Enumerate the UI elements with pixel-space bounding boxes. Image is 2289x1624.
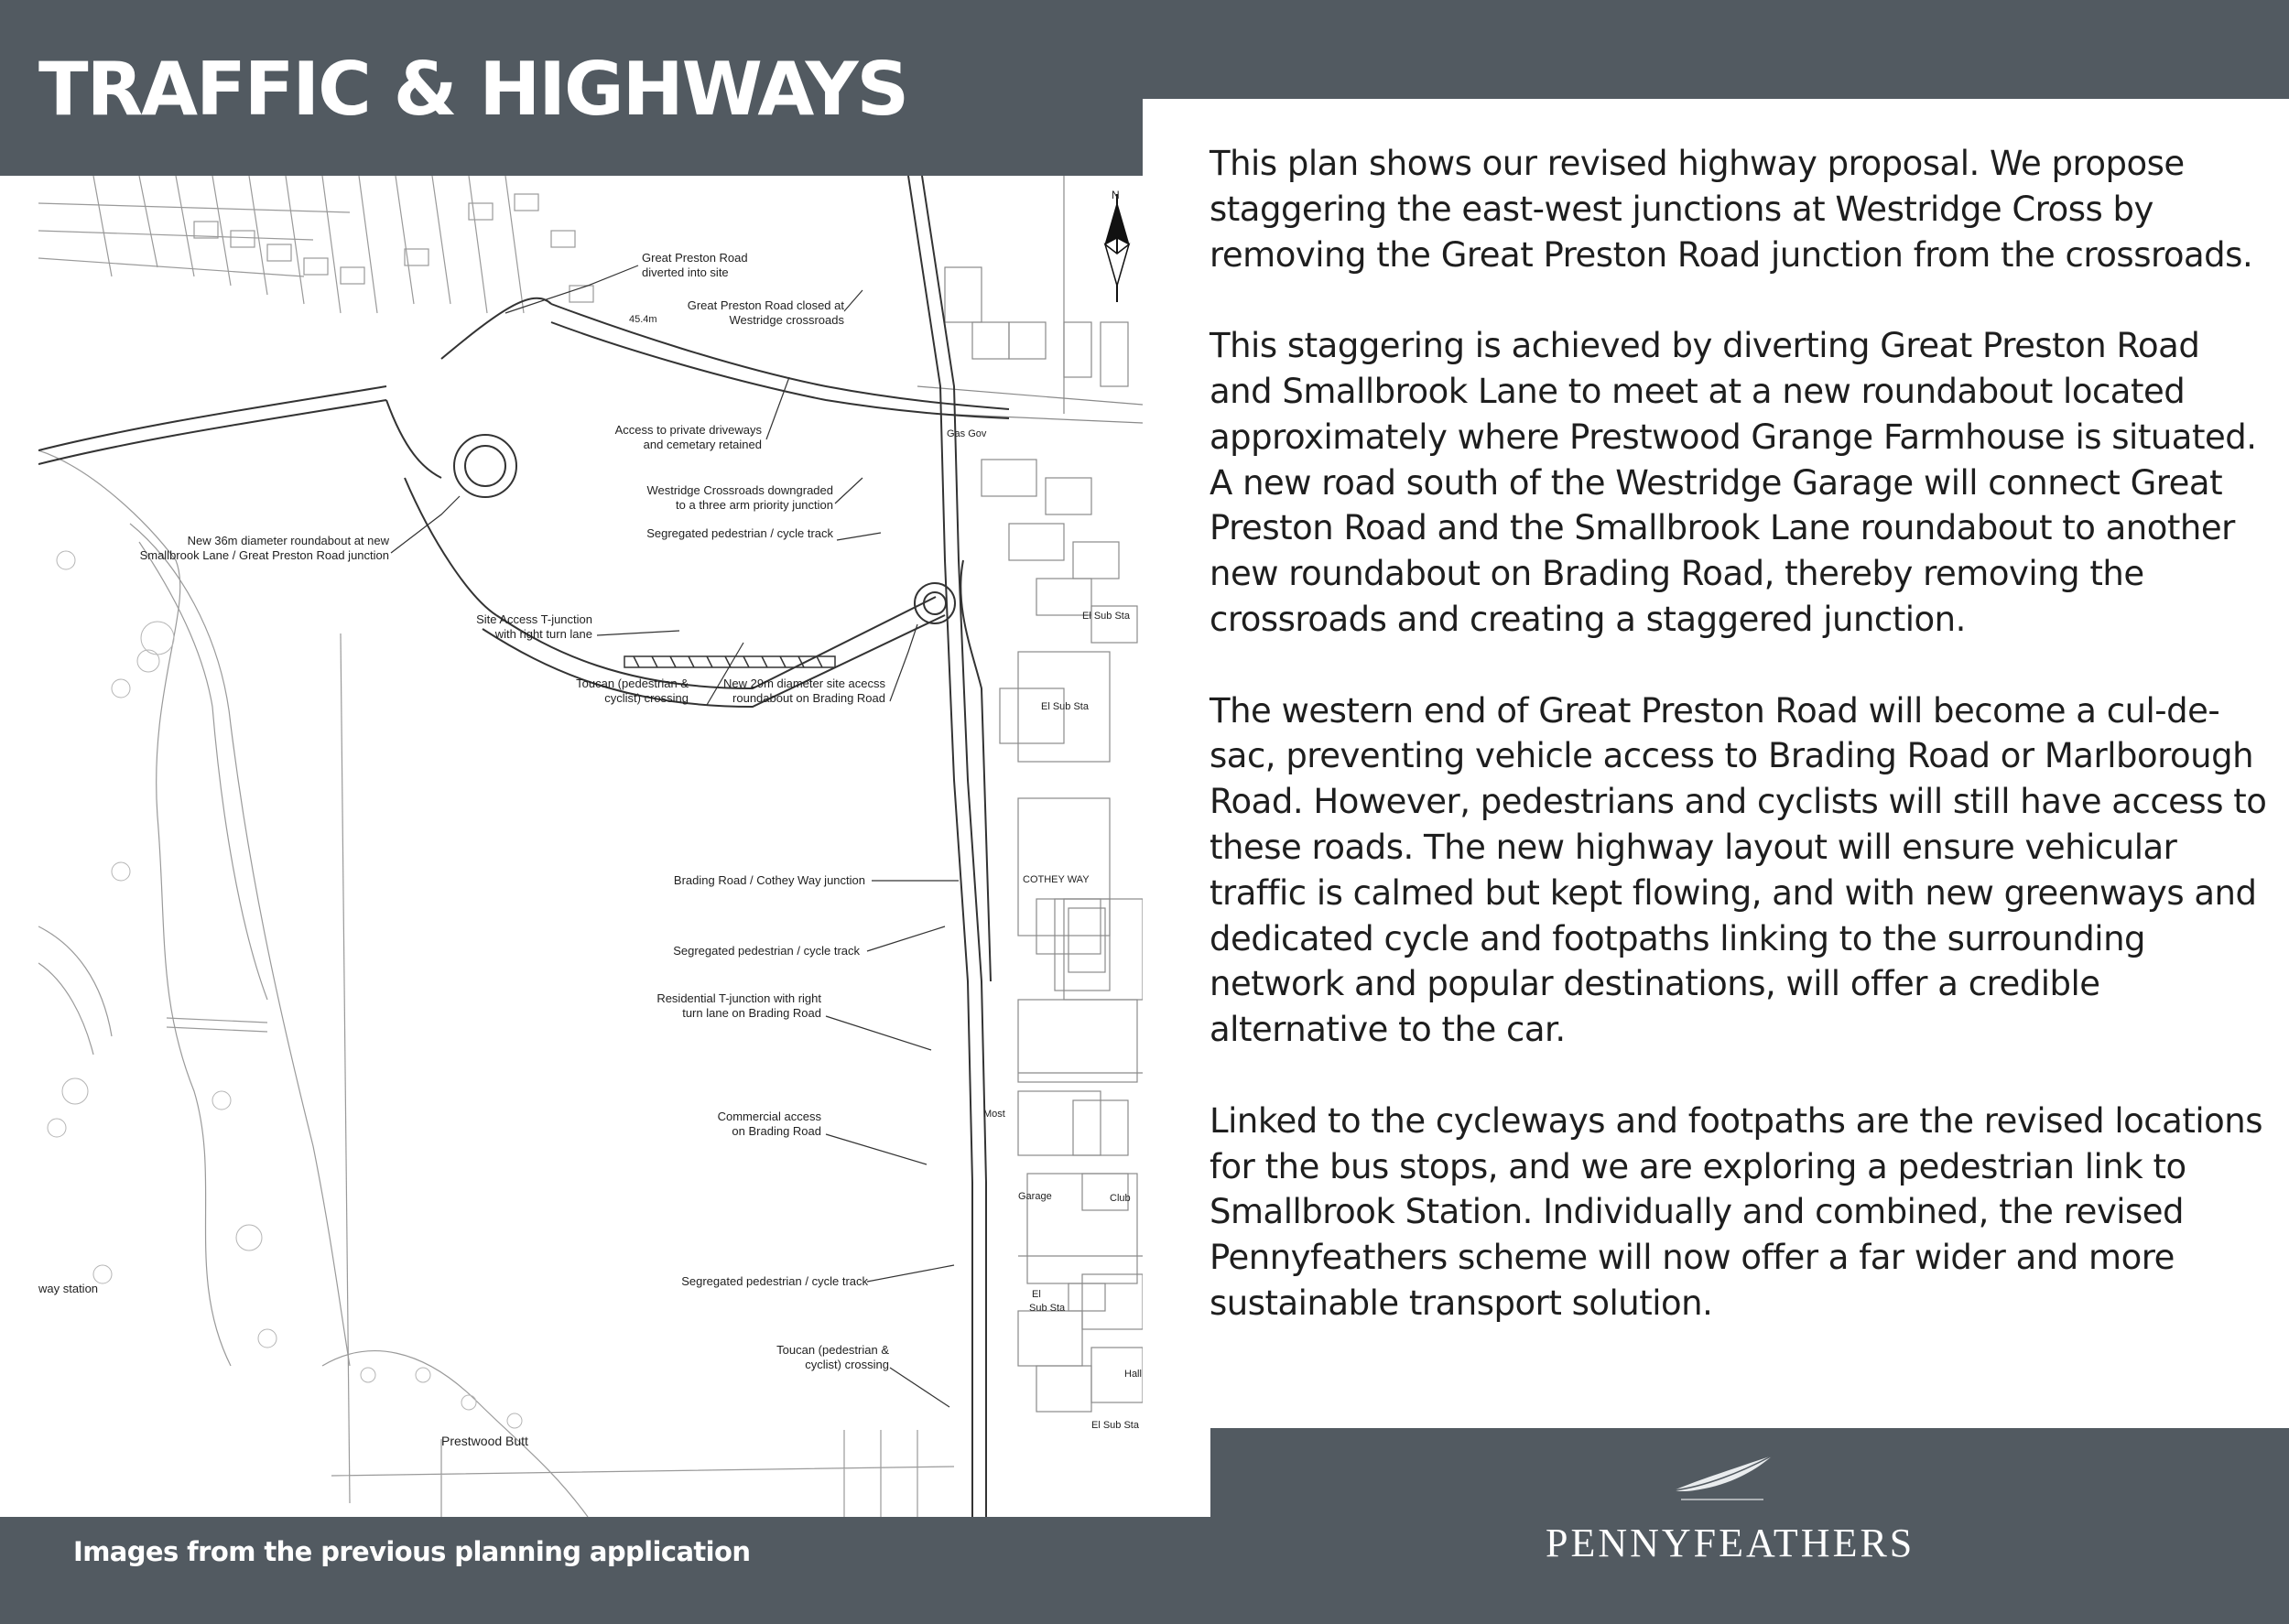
- map-annotation: Access to private driveways: [614, 423, 762, 437]
- map-annotation: turn lane on Brading Road: [682, 1006, 821, 1020]
- map-annotation: with right turn lane: [494, 627, 592, 641]
- map-annotation: Toucan (pedestrian &: [776, 1343, 889, 1357]
- map-place-label: Most: [983, 1109, 1005, 1120]
- highway-plan-map: [38, 176, 1143, 1517]
- map-annotation: Segregated pedestrian / cycle track: [646, 526, 833, 540]
- map-annotation: Residential T-junction with right: [656, 991, 821, 1005]
- map-place-label: El Sub Sta: [1091, 1420, 1139, 1431]
- map-annotation: Commercial access: [717, 1110, 821, 1123]
- map-place-label: Hall: [1124, 1369, 1142, 1380]
- north-label: N: [1112, 189, 1120, 201]
- map-annotation: Segregated pedestrian / cycle track: [673, 944, 860, 958]
- page-title: TRAFFIC & HIGHWAYS: [38, 47, 908, 132]
- map-place-label: way station: [38, 1282, 99, 1295]
- map-annotation: Segregated pedestrian / cycle track: [681, 1274, 868, 1288]
- map-place-label: COTHEY WAY: [1023, 874, 1090, 885]
- map-place-label: Sub Sta: [1029, 1303, 1066, 1314]
- map-annotation: Westridge Crossroads downgraded: [646, 483, 833, 497]
- map-place-label: Garage: [1018, 1191, 1052, 1202]
- paragraph: This staggering is achieved by diverting Great Preston Road and Smallbrook Lane to meet at a new roundabout located approximately where Prestwood Grange Farmhouse is situated. A new road south of the Westridge Garage will connect Great Preston Road and the Smallbrook Lane roundabout to another new roundabout on Brading Road, thereby removing the crossroads and creating a staggered junction.: [1210, 326, 2257, 639]
- map-annotation: Westridge crossroads: [729, 313, 844, 327]
- map-annotation: Brading Road / Cothey Way junction: [673, 873, 865, 887]
- brand-name: PENNYFEATHERS: [1546, 1521, 1915, 1565]
- map-annotation: Great Preston Road closed at: [687, 298, 844, 312]
- map-annotation: Smallbrook Lane / Great Preston Road junction: [139, 548, 389, 562]
- top-right-band: [1143, 0, 2289, 99]
- map-place-label: El Sub Sta: [1041, 701, 1089, 712]
- map-annotation: and cemetary retained: [643, 438, 762, 451]
- map-annotation: Great Preston Road: [642, 251, 748, 265]
- caption-band: [0, 1517, 1210, 1624]
- map-place-label: Gas Gov: [947, 428, 987, 439]
- map-annotation: Site Access T-junction: [476, 612, 592, 626]
- paragraph: The western end of Great Preston Road will become a cul-de-sac, preventing vehicle access to Brading Road or Marlborough Road. However, pedestrians and cyclists will still have access to these roads. The new highway layout will ensure vehicular traffic is calmed but kept flowing, and with new greenways and dedicated cycle and footpaths linking to the surrounding network and popular destinations, will offer a credible alternative to the car.: [1210, 690, 2267, 1050]
- map-annotation: cyclist) crossing: [805, 1358, 889, 1371]
- paragraph: This plan shows our revised highway proposal. We propose staggering the east-west junctions at Westridge Cross by removing the Great Preston Road junction from the crossroads.: [1210, 144, 2253, 275]
- map-annotation: on Brading Road: [732, 1124, 821, 1138]
- map-place-label: 45.4m: [629, 314, 657, 325]
- map-annotation: New 29m diameter site acecss: [722, 677, 885, 690]
- feather-logo-icon: [1668, 1454, 1778, 1504]
- map-annotation: New 36m diameter roundabout at new: [187, 534, 389, 547]
- body-text: [1210, 141, 2272, 1372]
- map-annotation: roundabout on Brading Road: [732, 691, 885, 705]
- map-annotation: to a three arm priority junction: [676, 498, 833, 512]
- paragraph: Linked to the cycleways and footpaths are the revised locations for the bus stops, and we are exploring a pedestrian link to Smallbrook Station. Individually and combined, the revised Pennyfeathers scheme will now offer a far wider and more sustainable transport solution.: [1210, 1100, 2262, 1323]
- image-caption: Images from the previous planning application: [73, 1536, 751, 1567]
- map-place-label: El Sub Sta: [1082, 611, 1130, 622]
- map-annotation: cyclist) crossing: [604, 691, 689, 705]
- map-annotation: diverted into site: [642, 265, 729, 279]
- map-place-label: El: [1032, 1289, 1041, 1300]
- map-annotation: Toucan (pedestrian &: [576, 677, 689, 690]
- map-place-label: Prestwood Butt: [441, 1434, 528, 1448]
- map-place-label: Club: [1110, 1193, 1131, 1204]
